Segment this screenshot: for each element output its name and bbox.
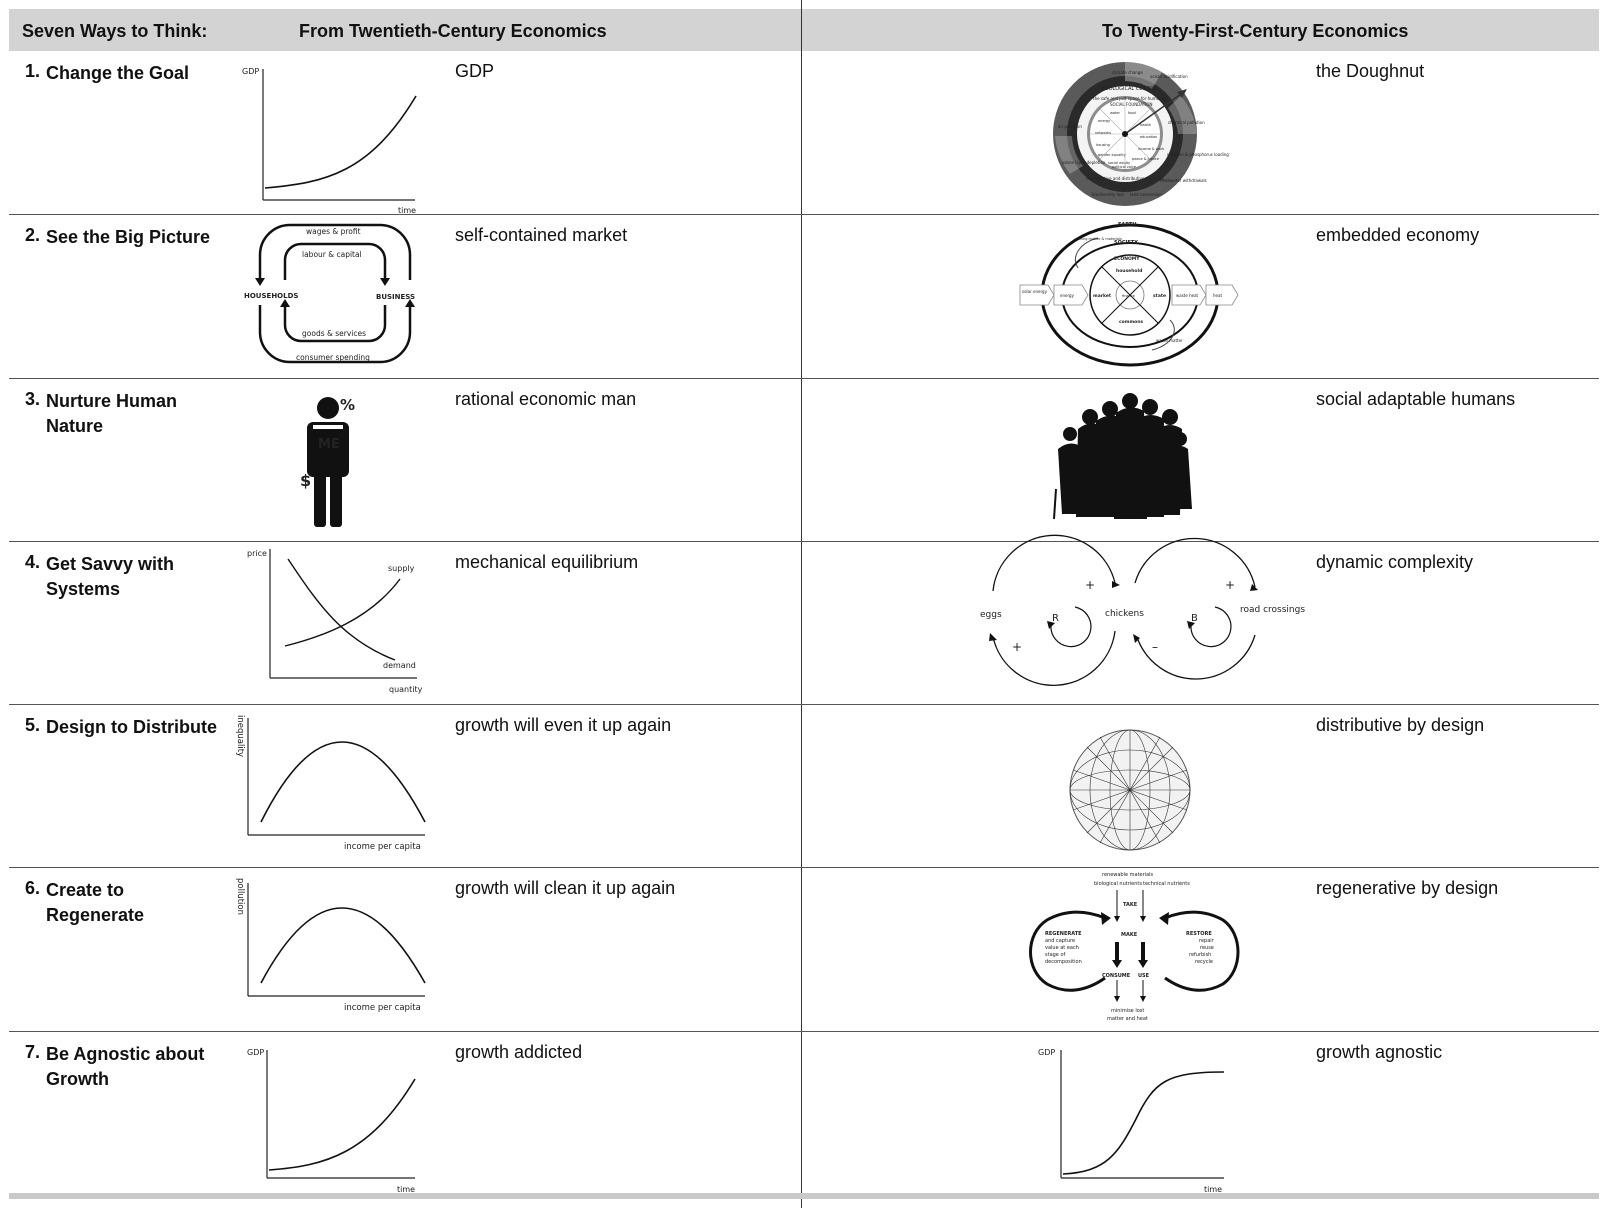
from-label: mechanical equilibrium bbox=[455, 552, 639, 572]
regen-label: repair bbox=[1199, 938, 1214, 944]
row-title: See the Big Picture bbox=[46, 227, 211, 247]
flow-label: goods & services bbox=[302, 329, 366, 338]
regen-label: refurbish bbox=[1189, 952, 1212, 958]
doughnut-label: regenerative and distributive economy bbox=[1086, 176, 1164, 181]
embedded-label: household bbox=[1116, 269, 1143, 274]
row-title: Be Agnostic about Growth bbox=[46, 1044, 205, 1089]
embedded-label: waste matter bbox=[1156, 338, 1183, 343]
percent-symbol: % bbox=[340, 396, 356, 414]
doughnut-label: nitrogen & phosphorus loading bbox=[1167, 152, 1229, 157]
row-change-the-goal bbox=[0, 51, 1600, 214]
loop-label: eggs bbox=[980, 610, 1002, 620]
flow-label: HOUSEHOLDS bbox=[244, 292, 299, 300]
from-label: self-contained market bbox=[455, 225, 628, 245]
doughnut-label: the safe and just space for humanity bbox=[1093, 96, 1167, 101]
embedded-label: market bbox=[1093, 294, 1112, 299]
polarity: – bbox=[1152, 640, 1158, 654]
axis-label: time bbox=[1204, 1185, 1223, 1194]
from-label: growth addicted bbox=[455, 1042, 583, 1062]
doughnut-label: climate change bbox=[1112, 70, 1143, 75]
from-label: growth will clean it up again bbox=[455, 878, 676, 898]
embedded-economy-diagram bbox=[1020, 220, 1240, 370]
doughnut-label: social equity bbox=[1108, 161, 1131, 165]
regen-label: recycle bbox=[1195, 959, 1213, 965]
axis-label: inequality bbox=[235, 715, 245, 758]
regen-label: value at each bbox=[1045, 945, 1079, 951]
row-title: Nurture Human Nature bbox=[46, 391, 178, 436]
row-title: Get Savvy with Systems bbox=[46, 554, 175, 599]
to-label: growth agnostic bbox=[1316, 1042, 1443, 1062]
doughnut-label: land conversion bbox=[1130, 192, 1162, 197]
embedded-label: finance bbox=[1122, 294, 1135, 298]
embedded-label: waste heat bbox=[1176, 293, 1199, 298]
embedded-label: heat bbox=[1213, 293, 1223, 298]
loop-label: road crossings bbox=[1240, 605, 1306, 615]
doughnut-label: political voice bbox=[1112, 165, 1137, 169]
row-title: Design to Distribute bbox=[46, 717, 218, 737]
row-number: 3. bbox=[25, 389, 41, 409]
header-from: From Twentieth-Century Economics bbox=[299, 21, 607, 41]
axis-label: price bbox=[247, 549, 267, 558]
doughnut-label: water bbox=[1110, 111, 1120, 115]
header-seven-ways: Seven Ways to Think: bbox=[22, 21, 208, 41]
dollar-symbol: $ bbox=[300, 471, 312, 490]
embedded-label: state bbox=[1153, 294, 1167, 299]
embedded-label: energy bbox=[1060, 293, 1074, 298]
axis-label: pollution bbox=[235, 878, 245, 915]
axis-label: GDP bbox=[247, 1048, 265, 1057]
axis-label: GDP bbox=[1038, 1048, 1056, 1057]
curve-label: supply bbox=[388, 564, 415, 573]
doughnut-label: networks bbox=[1095, 131, 1112, 135]
regen-label: decomposition bbox=[1045, 959, 1082, 965]
axis-label: income per capita bbox=[344, 1003, 421, 1013]
loop-label: R bbox=[1052, 613, 1059, 624]
loop-label: B bbox=[1191, 613, 1198, 624]
row-title: Create to Regenerate bbox=[46, 880, 145, 925]
to-label: social adaptable humans bbox=[1316, 389, 1516, 409]
supply-demand-chart bbox=[245, 544, 430, 694]
row-nurture-human-nature bbox=[0, 379, 1600, 542]
row-number: 6. bbox=[25, 878, 41, 898]
row-number: 2. bbox=[25, 225, 41, 245]
doughnut-label: peace & justice bbox=[1132, 157, 1159, 161]
doughnut-label: SOCIAL FOUNDATION bbox=[1110, 102, 1153, 107]
regenerative-design-diagram bbox=[1025, 870, 1240, 1032]
environmental-kuznets-chart bbox=[233, 873, 433, 1023]
doughnut-label: education bbox=[1140, 135, 1158, 139]
to-label: embedded economy bbox=[1316, 225, 1480, 245]
embedded-label: solar energy bbox=[1022, 289, 1047, 294]
regen-label: minimise lost bbox=[1111, 1008, 1145, 1014]
row-number: 4. bbox=[25, 552, 41, 572]
network-sphere bbox=[1065, 725, 1195, 855]
flow-label: consumer spending bbox=[296, 353, 370, 362]
curve-label: demand bbox=[383, 661, 416, 670]
crowd-silhouette bbox=[1052, 389, 1202, 524]
axis-label: quantity bbox=[389, 685, 423, 694]
doughnut-label: biodiversity loss bbox=[1092, 192, 1125, 197]
regen-label: USE bbox=[1138, 973, 1150, 979]
axis-label: income per capita bbox=[344, 842, 421, 852]
doughnut-label: ocean acidification bbox=[1150, 74, 1188, 79]
doughnut-label: ECOLOGICAL CEILING bbox=[1102, 86, 1156, 92]
regen-label: CONSUME bbox=[1102, 973, 1131, 979]
row-get-savvy-with-systems bbox=[0, 542, 1600, 705]
doughnut-label: air pollution bbox=[1058, 124, 1082, 129]
embedded-label: living matter & materials bbox=[1078, 237, 1122, 241]
s-curve-chart bbox=[1036, 1044, 1236, 1194]
flow-label: wages & profit bbox=[306, 227, 361, 236]
row-number: 1. bbox=[25, 61, 41, 81]
regen-label: TAKE bbox=[1123, 902, 1138, 908]
from-label: growth will even it up again bbox=[455, 715, 672, 735]
doughnut-diagram bbox=[1050, 56, 1229, 211]
polarity: + bbox=[1085, 578, 1096, 592]
axis-label: time bbox=[397, 1185, 416, 1194]
row-create-to-regenerate bbox=[0, 868, 1600, 1031]
doughnut-label: food bbox=[1128, 111, 1136, 115]
to-label: the Doughnut bbox=[1316, 61, 1425, 81]
embedded-label: ECONOMY bbox=[1114, 257, 1140, 262]
axis-label: GDP bbox=[242, 67, 260, 76]
doughnut-label: energy bbox=[1098, 119, 1111, 123]
doughnut-label: health bbox=[1140, 123, 1152, 127]
doughnut-label: ozone layer depletion bbox=[1062, 160, 1106, 165]
regen-label: and capture bbox=[1045, 938, 1076, 944]
to-label: dynamic complexity bbox=[1316, 552, 1474, 572]
regen-label: renewable materials bbox=[1102, 872, 1154, 878]
header-to: To Twenty-First-Century Economics bbox=[1102, 21, 1409, 41]
embedded-label: SOCIETY bbox=[1114, 240, 1138, 246]
chest-label: ME bbox=[318, 437, 340, 452]
regen-label: reuse bbox=[1200, 945, 1214, 951]
row-number: 5. bbox=[25, 715, 41, 735]
axis-label: time bbox=[398, 206, 417, 215]
row-number: 7. bbox=[25, 1042, 41, 1062]
circular-flow-diagram bbox=[240, 220, 430, 375]
polarity: + bbox=[1012, 640, 1023, 654]
from-label: rational economic man bbox=[455, 389, 637, 409]
row-see-the-big-picture bbox=[0, 215, 1600, 378]
from-label: GDP bbox=[455, 61, 495, 81]
regen-label: matter and heat bbox=[1107, 1016, 1148, 1022]
regen-label: MAKE bbox=[1121, 932, 1138, 938]
row-be-agnostic-about-growth bbox=[0, 1032, 1600, 1195]
flow-label: BUSINESS bbox=[376, 293, 416, 301]
regen-label: REGENERATE bbox=[1045, 931, 1082, 937]
doughnut-label: income & work bbox=[1138, 147, 1165, 151]
to-label: distributive by design bbox=[1316, 715, 1485, 735]
kuznets-curve-chart bbox=[233, 710, 433, 860]
loop-label: chickens bbox=[1105, 609, 1144, 619]
regen-label: stage of bbox=[1045, 952, 1066, 958]
doughnut-label: chemical pollution bbox=[1168, 120, 1205, 125]
gdp-growth-chart bbox=[240, 63, 430, 213]
embedded-label: EARTH bbox=[1118, 222, 1137, 228]
row-title: Change the Goal bbox=[46, 63, 190, 83]
doughnut-label: housing bbox=[1096, 143, 1110, 147]
row-design-to-distribute bbox=[0, 705, 1600, 868]
regen-label: biological nutrients bbox=[1094, 881, 1142, 887]
gdp-growth-chart-2 bbox=[245, 1044, 430, 1194]
polarity: + bbox=[1225, 578, 1236, 592]
causal-loop-diagram bbox=[975, 547, 1306, 677]
regen-label: RESTORE bbox=[1186, 931, 1212, 937]
doughnut-label: gender equality bbox=[1098, 153, 1126, 157]
flow-label: labour & capital bbox=[302, 250, 362, 259]
to-label: regenerative by design bbox=[1316, 878, 1499, 898]
doughnut-label: freshwater withdrawals bbox=[1160, 178, 1207, 183]
embedded-label: commons bbox=[1119, 320, 1144, 325]
economic-man-figure bbox=[295, 393, 375, 538]
regen-label: technical nutrients bbox=[1143, 881, 1190, 887]
